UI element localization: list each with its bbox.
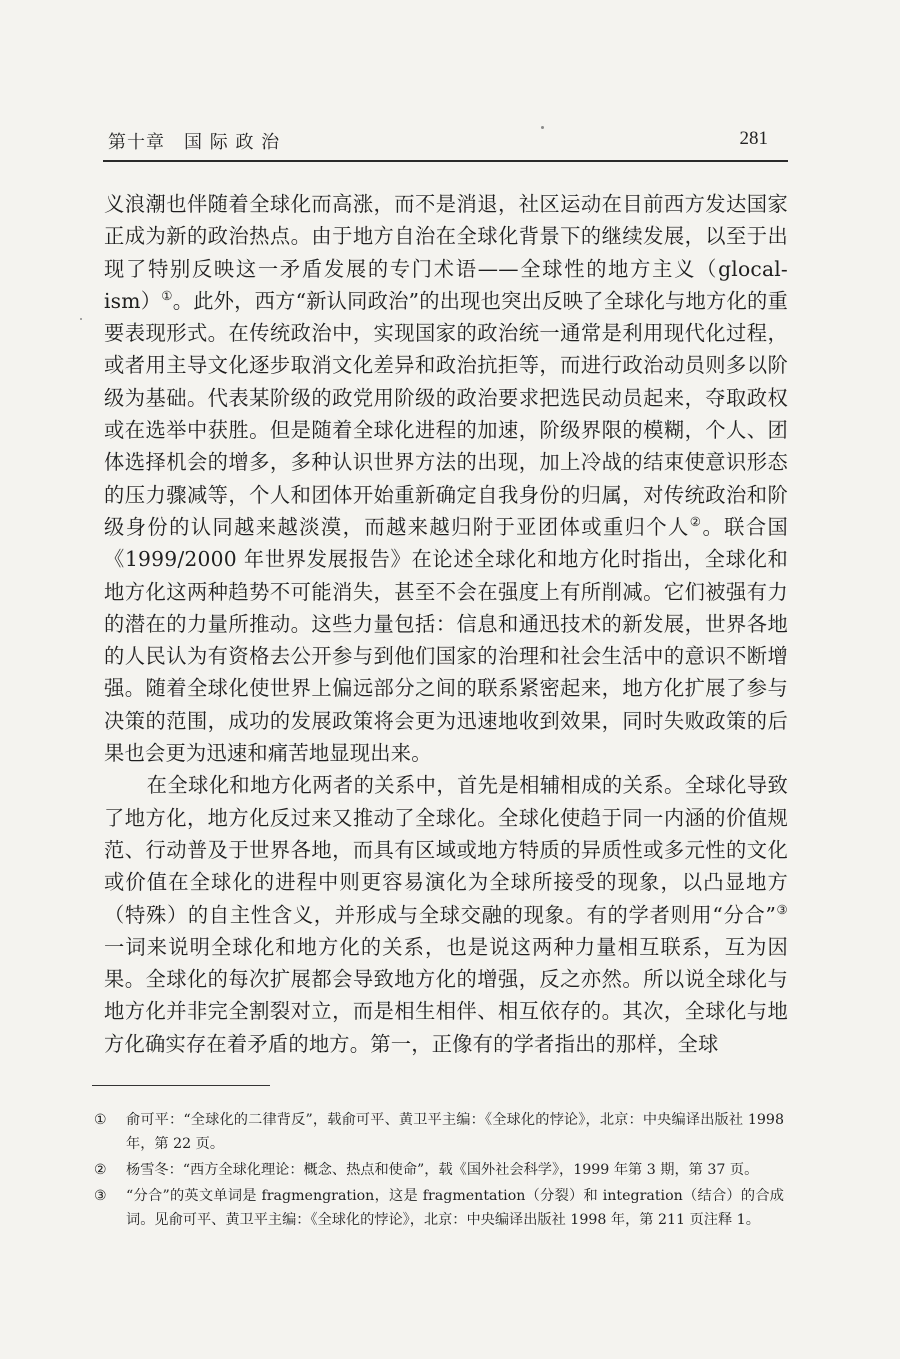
- footnotes: [94, 1108, 784, 1234]
- header-rule: [103, 160, 788, 162]
- footnote-3: [94, 1184, 784, 1232]
- footnote-2: [94, 1158, 784, 1182]
- footnote-mark: ③: [94, 1188, 107, 1204]
- main-text: [104, 188, 788, 1060]
- footnote-1: [94, 1108, 784, 1156]
- running-header: [108, 128, 788, 160]
- footnote-rule: [92, 1085, 270, 1086]
- footnote-ref-1[interactable]: ①: [161, 288, 173, 304]
- paper-speck: [541, 126, 544, 129]
- paragraph: [104, 769, 788, 1060]
- paper-speck: [80, 318, 82, 320]
- footnote-mark: ①: [94, 1112, 107, 1128]
- footnote-mark: ②: [94, 1162, 107, 1178]
- chapter-title: 第十章 国 际 政 治: [108, 132, 281, 153]
- paragraph-text: 义浪潮也伴随着全球化而高涨，而不是消退，社区运动在目前西方发达国家正成为新的政治热点。由于地方自治在全球化背景下的继续发展，以至于出现了特别反映这一矛盾发展的专门术语——全球性的地方主义（glocal-ism）: [104, 192, 788, 313]
- footnote-ref-3[interactable]: ③: [776, 901, 788, 917]
- page-number: 281: [739, 128, 768, 149]
- footnote-text: “分合”的英文单词是 fragmengration，这是 fragmentation（分裂）和 integration（结合）的合成词。见俞可平、黄卫平主编：《全球化的悖论》，北京：中央编译出版社 1998 年，第 211 页注释 1。: [126, 1188, 784, 1228]
- paragraph-text: 。此外，西方“新认同政治”的出现也突出反映了全球化与地方化的重要表现形式。在传统政治中，实现国家的政治统一通常是利用现代化过程，或者用主导文化逐步取消文化差异和政治抗拒等，而进行政治动员则多以阶级为基础。代表某阶级的政党用阶级的政治要求把选民动员起来，夺取政权或在选举中获胜。但是随着全球化进程的加速，阶级界限的模糊，个人、团体选择机会的增多，多种认识世界方法的出现，加上冷战的结束使意识形态的压力骤减等，个人和团体开始重新确定自我身份的归属，对传统政治和阶级身份的认同越来越淡漠，而越来越归附于亚团体或重归个人: [104, 288, 788, 539]
- paragraph-continued: [104, 188, 788, 769]
- paragraph-text: 。联合国《1999/2000 年世界发展报告》在论述全球化和地方化时指出，全球化和地方化这两种趋势不可能消失，甚至不会在强度上有所削减。它们被强有力的潜在的力量所推动。这些力量包括：信息和通迅技术的新发展，世界各地的人民认为有资格去公开参与到他们国家的治理和社会生活中的意识不断增强。随着全球化使世界上偏远部分之间的联系紧密起来，地方化扩展了参与决策的范围，成功的发展政策将会更为迅速地收到效果，同时失败政策的后果也会更为迅速和痛苦地显现出来。: [104, 514, 788, 766]
- paragraph-text: 在全球化和地方化两者的关系中，首先是相辅相成的关系。全球化导致了地方化，地方化反过来又推动了全球化。全球化使趋于同一内涵的价值规范、行动普及于世界各地，而具有区域或地方特质的异质性或多元性的文化或价值在全球化的进程中则更容易演化为全球所接受的现象，以凸显地方（特殊）的自主性含义，并形成与全球交融的现象。有的学者则用“分合”: [104, 773, 788, 927]
- footnote-ref-2[interactable]: ②: [689, 514, 703, 530]
- footnote-text: 俞可平：“全球化的二律背反”，载俞可平、黄卫平主编：《全球化的悖论》，北京：中央编译出版社 1998 年，第 22 页。: [126, 1112, 784, 1152]
- paragraph-text: 一词来说明全球化和地方化的关系，也是说这两种力量相互联系，互为因果。全球化的每次扩展都会导致地方化的增强，反之亦然。所以说全球化与地方化并非完全割裂对立，而是相生相伴、相互依存的。其次，全球化与地方化确实存在着矛盾的地方。第一，正像有的学者指出的那样，全球: [104, 934, 788, 1056]
- footnote-text: 杨雪冬：“西方全球化理论：概念、热点和使命”，载《国外社会科学》，1999 年第 3 期，第 37 页。: [126, 1162, 759, 1178]
